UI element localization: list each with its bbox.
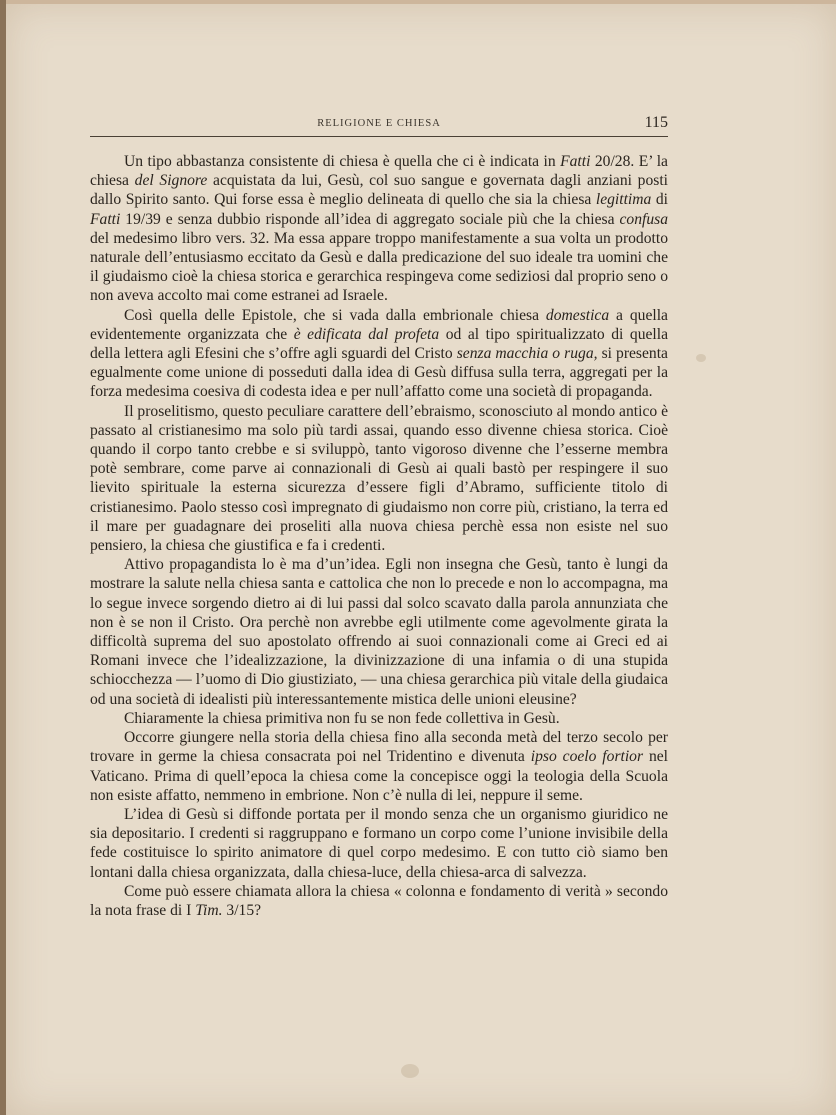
page-number: 115 <box>644 114 668 131</box>
paragraph <box>90 306 668 402</box>
text-run: a quella evidentemente organizzata che <box>90 306 668 343</box>
italic-text: Fatti <box>560 153 591 170</box>
text-run: Attivo propagandista lo è ma d’un’idea. Egli non insegna che Gesù, tanto è lungi da mostrare la salute nella chiesa santa e cattolica che non lo precede e non lo accompagna, ma lo segue invece sorgendo dietro ai di lui passi dal solco scavato dalla parola annunziata che non è se non il Cristo. Ora perchè non avrebbe egli utilmente come agevolmente girata la difficoltà suprema del suo apostolato offrendo ai suoi connazionali come ai Greci ed ai Romani invece che l’idealizzazione, la divinizzazione di una infamia o di una stupida schiocchezza — l’uomo di Dio giustiziato, — una chiesa gerarchica più vitale della giudaica od una società di idealisti più interessantemente mistica delle unioni eleusine? <box>90 556 668 708</box>
paper-stain <box>401 1064 419 1078</box>
paragraph <box>90 709 668 728</box>
paragraph <box>90 728 668 805</box>
italic-text: ipso coelo fortior <box>530 748 644 766</box>
text-run: Come può essere chiamata allora la chiesa « colonna e fondamento di verità » secondo la nota frase di I <box>90 882 668 919</box>
italic-text: è edificata dal profeta <box>293 325 440 343</box>
text-run: Un tipo abbastanza consistente di chiesa è quella che ci è indicata in <box>124 153 561 170</box>
paragraph <box>90 402 668 556</box>
text-run: od al tipo spiritualizzato di quella della lettera agli Efesini che s’offre agli sguardi del Cristo <box>90 325 669 363</box>
text-run: nel Vaticano. Prima di quell’epoca la chiesa come la concepisce oggi la teologia della Scuola non esiste affatto, nemmeno in embrione. Non c’è nulla di lei, neppure il seme. <box>90 748 668 804</box>
text-run: del medesimo libro vers. 32. Ma essa appare troppo manifestamente a sua volta un prodotto naturale dell’entusiasmo eccitato da Gesù e dalla predicazione del suo ideale tra uomini che il giudaismo cioè la chiesa storica e gerarchica respingeva come sediziosi dal proprio seno o non aveva accolto mai come estranei ad Israele. <box>90 229 668 305</box>
page-header <box>90 114 668 137</box>
text-run: Chiaramente la chiesa primitiva non fu se non fede collettiva in Gesù. <box>124 709 560 727</box>
italic-text: confusa <box>619 210 668 228</box>
text-run: 19/39 e senza dubbio risponde all’idea di aggregato sociale più che la chiesa <box>120 210 620 228</box>
text-run: L’idea di Gesù si diffonde portata per il mondo senza che un organismo giuridico ne sia depositario. I credenti si raggruppano e formano un corpo come l’unione invisibile della fede costituisce lo spirito animatore di quel corpo medesimo. E con tutto ciò siamo ben lontani dalla chiesa organizzata, dalla chiesa-luce, della chiesa-arca di salvezza. <box>90 805 668 881</box>
paragraph <box>90 152 668 306</box>
italic-text: senza macchia o ruga, <box>456 345 598 363</box>
text-run: Occorre giungere nella storia della chiesa fino alla seconda metà del terzo secolo per trovare in germe la chiesa consacrata poi nel Tridentino e divenuta <box>90 729 668 766</box>
italic-text: domestica <box>545 306 610 324</box>
italic-text: Fatti <box>90 210 121 228</box>
italic-text: del Signore <box>134 172 208 190</box>
text-run: si presenta egualmente come unione di posseduti dalla idea di Gesù diffusa sulla terra, aggregati per la forza medesima coesiva di codesta idea e per null’affatto come una società di propaganda. <box>90 345 668 401</box>
text-run: 20/28. E’ la chiesa <box>90 153 668 190</box>
body-text <box>90 152 668 920</box>
italic-text: legittima <box>595 191 652 209</box>
running-head: RELIGIONE E CHIESA <box>317 118 441 129</box>
paper-stain <box>696 354 706 362</box>
text-run: 3/15? <box>222 901 262 919</box>
text-run: acquistata da lui, Gesù, col suo sangue e governata dagli anziani posti dallo Spirito santo. Qui forse essa è meglio delineata di quello che sia la chiesa <box>90 172 668 209</box>
text-run: Il proselitismo, questo peculiare carattere dell’ebraismo, sconosciuto al mondo antico è passato al cristianesimo ma solo più tardi assai, quando esso divenne chiesa storica. Cioè quando il corpo tanto crebbe e si sviluppò, tanto vigoroso divenne che l’esserne membra potè sembrare, come parve ai connazionali di Gesù ai quali bastò per respingere il suo lievito spirituale la esterna sicurezza d’essere figli d’Abramo, sufficiente titolo di cristianesimo. Paolo stesso così impregnato di giudaismo non corre più, cristiano, la terra ed il mare per guadagnare dei proseliti alla nuova chiesa perchè essa non esiste nel suo pensiero, la chiesa che giustifica e fa i credenti. <box>90 402 668 555</box>
paragraph <box>90 805 668 882</box>
paragraph <box>90 882 668 920</box>
text-run: di <box>651 191 668 209</box>
text-run: Così quella delle Epistole, che si vada dalla embrionale chiesa <box>124 306 546 324</box>
paragraph <box>90 555 668 709</box>
italic-text: Tim. <box>195 901 223 919</box>
